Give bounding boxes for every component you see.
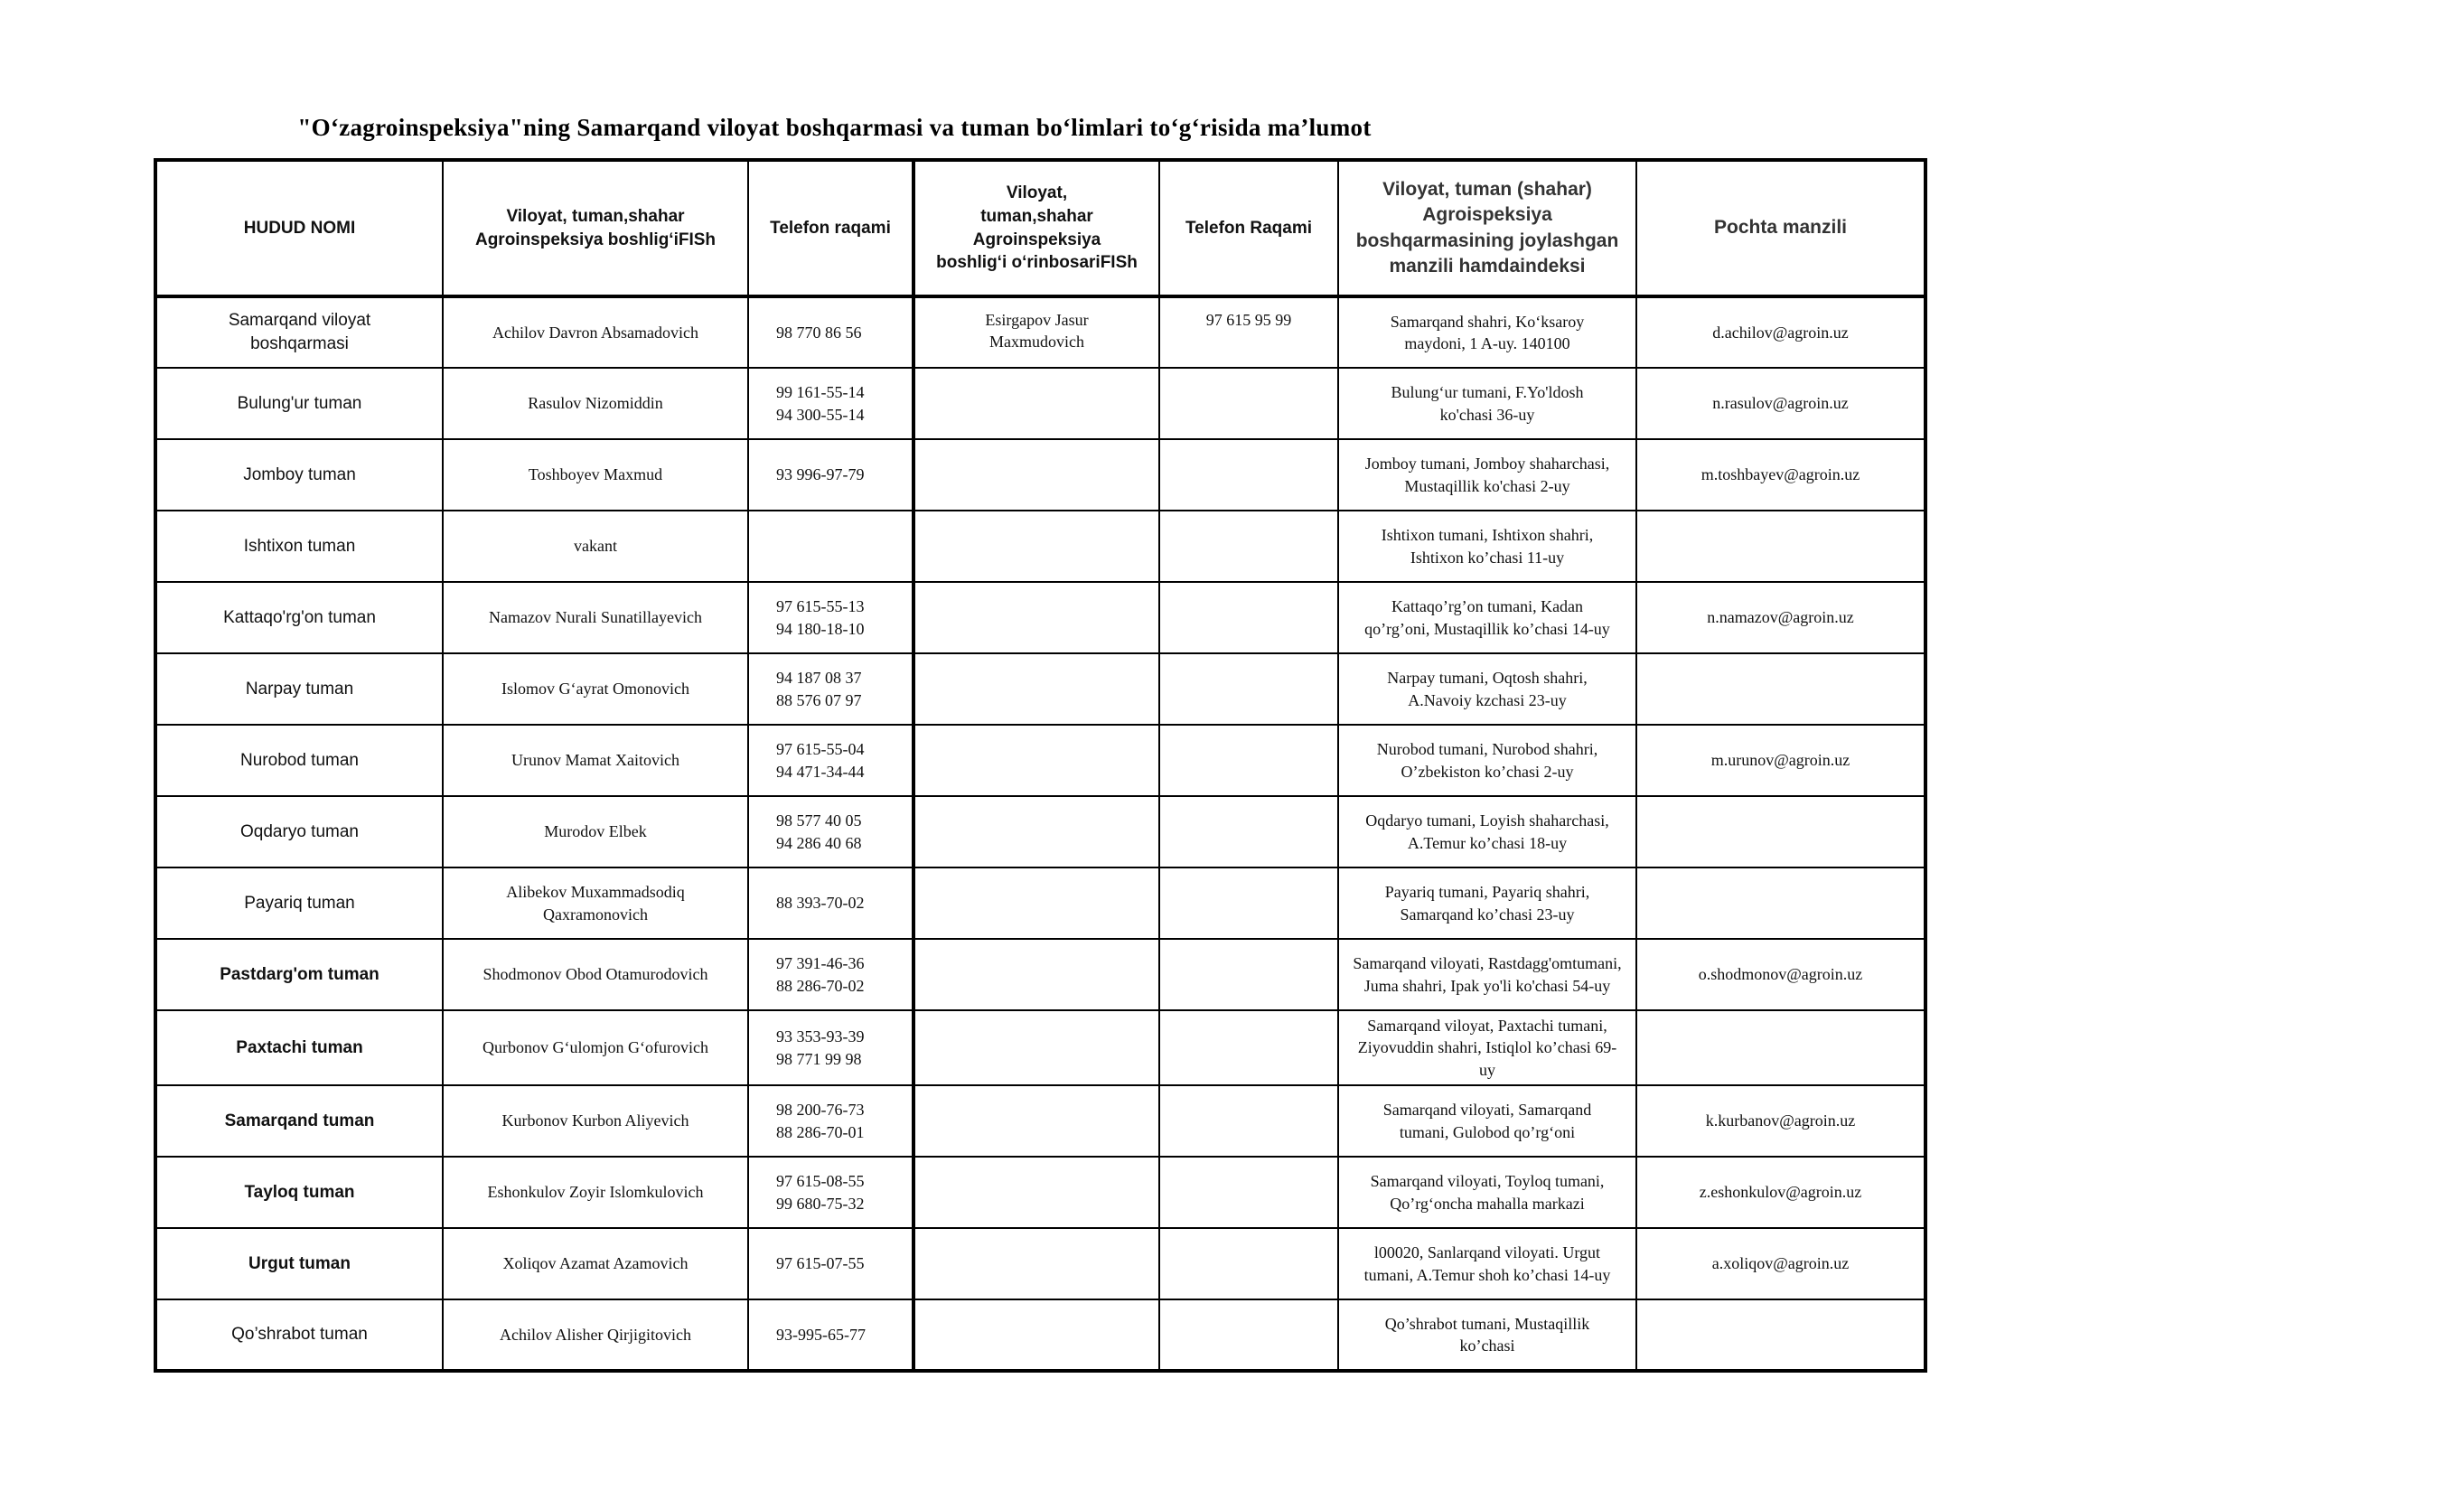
- head-name-cell: vakant: [443, 511, 748, 582]
- header-deputy-phone: Telefon Raqami: [1159, 160, 1338, 296]
- deputy-name-cell: [913, 653, 1159, 725]
- head-phone-cell: 97 391-46-36 88 286-70-02: [748, 939, 913, 1010]
- deputy-phone-cell: [1159, 796, 1338, 867]
- head-phone-cell: 94 187 08 37 88 576 07 97: [748, 653, 913, 725]
- head-name-cell: Shodmonov Obod Otamurodovich: [443, 939, 748, 1010]
- deputy-name-cell: [913, 1228, 1159, 1299]
- deputy-name-cell: [913, 511, 1159, 582]
- email-cell: n.rasulov@agroin.uz: [1636, 368, 1925, 439]
- header-email: Pochta manzili: [1636, 160, 1925, 296]
- email-cell: d.achilov@agroin.uz: [1636, 296, 1925, 368]
- table-row: [155, 1157, 1925, 1228]
- deputy-name-cell: [913, 1157, 1159, 1228]
- head-phone-cell: 93 353-93-39 98 771 99 98: [748, 1010, 913, 1085]
- deputy-phone-cell: [1159, 939, 1338, 1010]
- head-phone-cell: 98 200-76-73 88 286-70-01: [748, 1085, 913, 1157]
- deputy-phone-cell: [1159, 1085, 1338, 1157]
- address-cell: Nurobod tumani, Nurobod shahri, O’zbekiston ko’chasi 2-uy: [1338, 725, 1636, 796]
- address-cell: Payariq tumani, Payariq shahri, Samarqand ko’chasi 23-uy: [1338, 867, 1636, 939]
- head-name-cell: Alibekov Muxammadsodiq Qaxramonovich: [443, 867, 748, 939]
- region-cell: Payariq tuman: [155, 867, 443, 939]
- deputy-phone-cell: [1159, 1228, 1338, 1299]
- header-region: HUDUD NOMI: [155, 160, 443, 296]
- deputy-phone-cell: [1159, 653, 1338, 725]
- deputy-phone-cell: [1159, 725, 1338, 796]
- head-phone-cell: 97 615-07-55: [748, 1228, 913, 1299]
- head-name-cell: Toshboyev Maxmud: [443, 439, 748, 511]
- table-row: [155, 582, 1925, 653]
- deputy-name-cell: [913, 582, 1159, 653]
- address-cell: Samarqand viloyat, Paxtachi tumani, Ziyovuddin shahri, Istiqlol ko’chasi 69- uy: [1338, 1010, 1636, 1085]
- region-cell: Tayloq tuman: [155, 1157, 443, 1228]
- deputy-phone-cell: [1159, 1157, 1338, 1228]
- deputy-phone-cell: [1159, 582, 1338, 653]
- head-phone-cell: 99 161-55-14 94 300-55-14: [748, 368, 913, 439]
- deputy-phone-cell: [1159, 867, 1338, 939]
- head-phone-cell: 97 615-08-55 99 680-75-32: [748, 1157, 913, 1228]
- region-cell: Ishtixon tuman: [155, 511, 443, 582]
- address-cell: Samarqand viloyati, Toyloq tumani, Qo’rg‘oncha mahalla markazi: [1338, 1157, 1636, 1228]
- region-cell: Samarqand viloyat boshqarmasi: [155, 296, 443, 368]
- deputy-phone-cell: [1159, 1010, 1338, 1085]
- region-cell: Qo’shrabot tuman: [155, 1299, 443, 1371]
- document-title: "O‘zagroinspeksiya"ning Samarqand viloyat boshqarmasi va tuman bo‘limlari to‘g‘risida ma’lumot: [297, 114, 1372, 141]
- head-phone-cell: 93-995-65-77: [748, 1299, 913, 1371]
- email-cell: [1636, 796, 1925, 867]
- region-cell: Urgut tuman: [155, 1228, 443, 1299]
- head-name-cell: Islomov G‘ayrat Omonovich: [443, 653, 748, 725]
- table-row: [155, 511, 1925, 582]
- address-cell: Bulung‘ur tumani, F.Yo'ldosh ko'chasi 36-uy: [1338, 368, 1636, 439]
- head-name-cell: Achilov Alisher Qirjigitovich: [443, 1299, 748, 1371]
- head-name-cell: Qurbonov G‘ulomjon G‘ofurovich: [443, 1010, 748, 1085]
- head-phone-cell: 97 615-55-13 94 180-18-10: [748, 582, 913, 653]
- address-cell: Oqdaryo tumani, Loyish shaharchasi, A.Temur ko’chasi 18-uy: [1338, 796, 1636, 867]
- table-row: [155, 439, 1925, 511]
- region-cell: Paxtachi tuman: [155, 1010, 443, 1085]
- region-cell: Pastdarg'om tuman: [155, 939, 443, 1010]
- table-row: [155, 296, 1925, 368]
- email-cell: a.xoliqov@agroin.uz: [1636, 1228, 1925, 1299]
- header-deputy: Viloyat, tuman,shahar Agroinspeksiya boshlig‘i o‘rinbosariFISh: [913, 160, 1159, 296]
- table-row: [155, 939, 1925, 1010]
- region-cell: Samarqand tuman: [155, 1085, 443, 1157]
- header-head-phone: Telefon raqami: [748, 160, 913, 296]
- deputy-name-cell: Esirgapov Jasur Maxmudovich: [913, 296, 1159, 368]
- address-cell: Kattaqo’rg’on tumani, Kadan qo’rg’oni, Mustaqillik ko’chasi 14-uy: [1338, 582, 1636, 653]
- deputy-phone-cell: [1159, 439, 1338, 511]
- deputy-name-cell: [913, 368, 1159, 439]
- email-cell: o.shodmonov@agroin.uz: [1636, 939, 1925, 1010]
- address-cell: l00020, Sanlarqand viloyati. Urgut tumani, A.Temur shoh ko’chasi 14-uy: [1338, 1228, 1636, 1299]
- head-phone-cell: [748, 511, 913, 582]
- head-phone-cell: 98 770 86 56: [748, 296, 913, 368]
- email-cell: [1636, 653, 1925, 725]
- deputy-phone-cell: [1159, 368, 1338, 439]
- region-cell: Narpay tuman: [155, 653, 443, 725]
- head-phone-cell: 93 996-97-79: [748, 439, 913, 511]
- head-name-cell: Xoliqov Azamat Azamovich: [443, 1228, 748, 1299]
- deputy-name-cell: [913, 1299, 1159, 1371]
- table-row: [155, 796, 1925, 867]
- deputy-name-cell: [913, 1010, 1159, 1085]
- table-row: [155, 725, 1925, 796]
- table-header-row: [155, 160, 1925, 296]
- email-cell: [1636, 1010, 1925, 1085]
- header-head: Viloyat, tuman,shahar Agroinspeksiya boshlig‘iFISh: [443, 160, 748, 296]
- address-cell: Ishtixon tumani, Ishtixon shahri, Ishtixon ko’chasi 11-uy: [1338, 511, 1636, 582]
- table-row: [155, 1228, 1925, 1299]
- head-name-cell: Urunov Mamat Xaitovich: [443, 725, 748, 796]
- email-cell: z.eshonkulov@agroin.uz: [1636, 1157, 1925, 1228]
- head-name-cell: Namazov Nurali Sunatillayevich: [443, 582, 748, 653]
- table-row: [155, 1299, 1925, 1371]
- deputy-name-cell: [913, 796, 1159, 867]
- table-body: [155, 296, 1925, 1371]
- table-row: [155, 867, 1925, 939]
- email-cell: n.namazov@agroin.uz: [1636, 582, 1925, 653]
- region-cell: Nurobod tuman: [155, 725, 443, 796]
- deputy-name-cell: [913, 939, 1159, 1010]
- region-cell: Kattaqo'rg'on tuman: [155, 582, 443, 653]
- table-row: [155, 653, 1925, 725]
- email-cell: k.kurbanov@agroin.uz: [1636, 1085, 1925, 1157]
- address-cell: Jomboy tumani, Jomboy shaharchasi, Mustaqillik ko'chasi 2-uy: [1338, 439, 1636, 511]
- head-name-cell: Rasulov Nizomiddin: [443, 368, 748, 439]
- address-cell: Samarqand viloyati, Samarqand tumani, Gulobod qo’rg‘oni: [1338, 1085, 1636, 1157]
- region-cell: Jomboy tuman: [155, 439, 443, 511]
- email-cell: m.urunov@agroin.uz: [1636, 725, 1925, 796]
- head-phone-cell: 98 577 40 05 94 286 40 68: [748, 796, 913, 867]
- address-cell: Samarqand shahri, Ko‘ksaroy maydoni, 1 A-uy. 140100: [1338, 296, 1636, 368]
- address-cell: Narpay tumani, Oqtosh shahri, A.Navoiy kzchasi 23-uy: [1338, 653, 1636, 725]
- region-cell: Oqdaryo tuman: [155, 796, 443, 867]
- deputy-phone-cell: [1159, 1299, 1338, 1371]
- deputy-name-cell: [913, 439, 1159, 511]
- address-cell: Samarqand viloyati, Rastdagg'omtumani, Juma shahri, Ipak yo'li ko'chasi 54-uy: [1338, 939, 1636, 1010]
- head-name-cell: Kurbonov Kurbon Aliyevich: [443, 1085, 748, 1157]
- email-cell: [1636, 867, 1925, 939]
- deputy-name-cell: [913, 725, 1159, 796]
- head-name-cell: Murodov Elbek: [443, 796, 748, 867]
- header-address: Viloyat, tuman (shahar) Agroispeksiya boshqarmasining joylashgan manzili hamdaindeksi: [1338, 160, 1636, 296]
- email-cell: m.toshbayev@agroin.uz: [1636, 439, 1925, 511]
- agroinspection-table: [154, 158, 1927, 1373]
- deputy-name-cell: [913, 1085, 1159, 1157]
- email-cell: [1636, 511, 1925, 582]
- region-cell: Bulung'ur tuman: [155, 368, 443, 439]
- table-row: [155, 1085, 1925, 1157]
- head-phone-cell: 88 393-70-02: [748, 867, 913, 939]
- address-cell: Qo’shrabot tumani, Mustaqillik ko’chasi: [1338, 1299, 1636, 1371]
- deputy-phone-cell: 97 615 95 99: [1159, 296, 1338, 368]
- deputy-name-cell: [913, 867, 1159, 939]
- table-row: [155, 1010, 1925, 1085]
- head-name-cell: Achilov Davron Absamadovich: [443, 296, 748, 368]
- email-cell: [1636, 1299, 1925, 1371]
- deputy-phone-cell: [1159, 511, 1338, 582]
- table-row: [155, 368, 1925, 439]
- head-phone-cell: 97 615-55-04 94 471-34-44: [748, 725, 913, 796]
- head-name-cell: Eshonkulov Zoyir Islomkulovich: [443, 1157, 748, 1228]
